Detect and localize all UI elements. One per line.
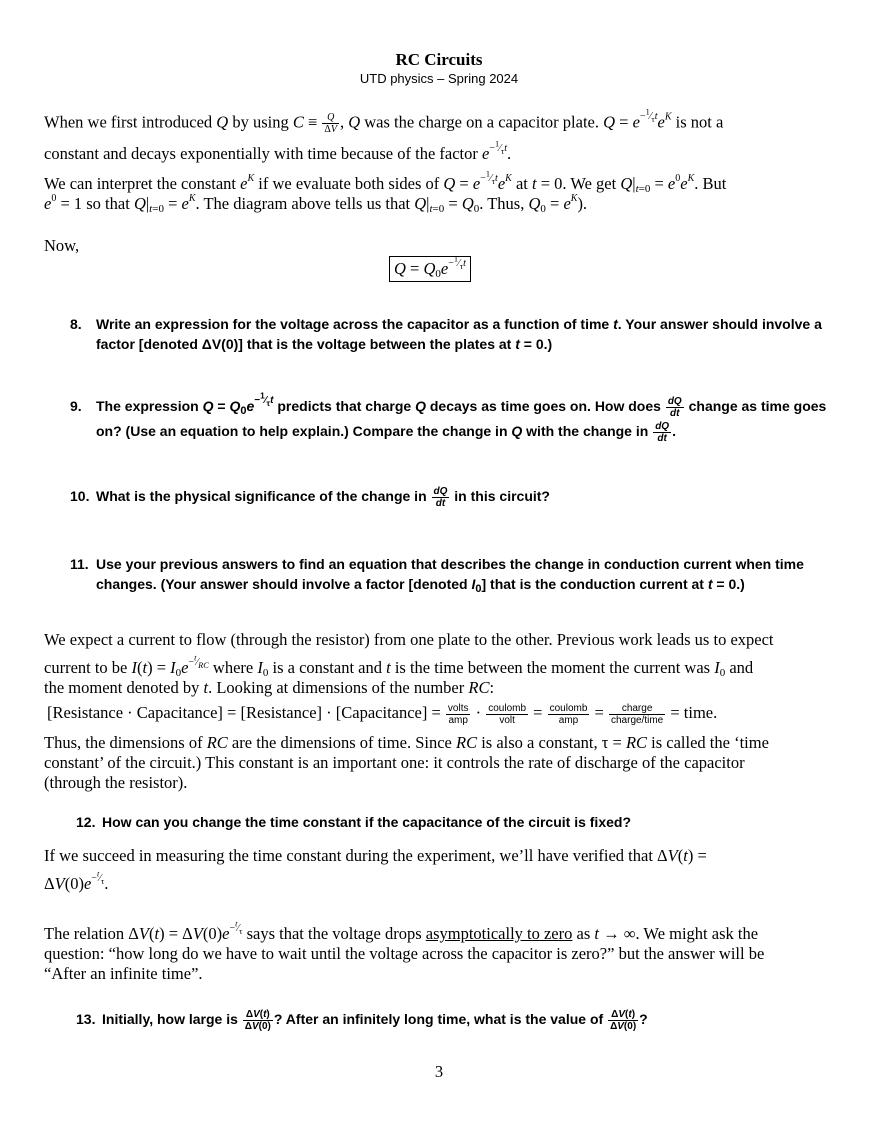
question-11: 11. Use your previous answers to find an equation that describes the change in conduction current when time changes. (Your answer should involve a factor [denoted $I_0$] that is the conduction current at t = 0.): [70, 556, 804, 595]
relation-line-3: “After an infinite time”.: [44, 964, 203, 983]
measure-line-1: If we succeed in measuring the time constant during the experiment, we’ll have verified that ΔV(t) =: [44, 846, 707, 865]
current-line-6: constant’ of the circuit.) This constant is an important one: it controls the rate of discharge of the capacitor: [44, 753, 745, 772]
current-line-5: Thus, the dimensions of RC are the dimensions of time. Since RC is also a constant, τ = RC is called the ‘time: [44, 733, 769, 752]
page-subtitle: UTD physics – Spring 2024: [359, 71, 519, 86]
current-line-3: the moment denoted by t. Looking at dimensions of the number RC:: [44, 678, 495, 697]
relation-line-2: question: “how long do we have to wait until the voltage across the capacitor is zero?” but the answer will be: [44, 944, 765, 963]
dimension-equation: [Resistance · Capacitance] = [Resistance] · [Capacitance] = $\frac{\text{volts}}{\text{amp}}$ · $\frac{\text{coulomb}}{\text{volt}}$ = $\frac{\text{coulomb}}{\text{amp}}$ = $\frac{\text{charge}}{\text{charge/time}}$ = time.: [47, 702, 718, 726]
relation-line-1: The relation $\Delta V(t) = \Delta V(0)e^{-^t⁄_\tau}$ says that the voltage drops asymptotically to zero as t → ∞. We might ask the: [44, 919, 759, 943]
intro-line-4: $e^0 = 1$ so that $Q|_{t=0} = e^K$. The diagram above tells us that $Q|_{t=0} = Q_0$. Thus, $Q_0 = e^K$).: [44, 193, 588, 215]
now-label: Now,: [44, 236, 80, 255]
boxed-equation: $Q = Q_0e^{-^1⁄_\tau t}$: [389, 256, 471, 282]
intro-line-3: We can interpret the constant $e^K$ if we evaluate both sides of $Q = e^{-^1⁄_\tau t}e^K$ at t = 0. We get $Q|_{t=0} = e^0e^K$. But: [44, 169, 727, 195]
question-8: 8. Write an expression for the voltage across the capacitor as a function of time t. Your answer should involve a factor [denoted ΔV(0)] that is the voltage between the plates at t = 0.): [70, 316, 822, 352]
question-12: 12. How can you change the time constant if the capacitance of the circuit is fixed?: [76, 814, 631, 830]
current-line-7: (through the resistor).: [44, 773, 188, 792]
intro-line-1: When we first introduced Q by using C ≡ $\frac{Q}{\Delta V}$ , Q was the charge on a capacitor plate. $Q = e^{-^1⁄_\tau t}e^K$ is not a: [44, 107, 724, 135]
question-13: 13. Initially, how large is $\frac{\Delta V(t)}{\Delta V(0)}$ ? After an infinitely long time, what is the value of $\frac{\Delta V(t)}{\Delta V(0)}$ ?: [76, 1008, 648, 1032]
measure-line-2: $\Delta V(0)e^{-^t⁄_\tau}$.: [44, 869, 109, 893]
page-number: 3: [434, 1062, 444, 1081]
current-line-1: We expect a current to flow (through the resistor) from one plate to the other. Previous work leads us to expect: [44, 630, 774, 649]
question-9: 9. The expression $Q = Q_0e^{-^1⁄_\tau t}$ predicts that charge Q decays as time goes on. How does $\frac{dQ}{dt}$ change as time goes on? (Use an equation to help explain.) Compare the change in Q with the change in $\frac{dQ}{dt}$ .: [70, 390, 827, 444]
intro-line-2: constant and decays exponentially with time because of the factor $e^{-^1⁄_\tau t}$.: [44, 139, 512, 163]
current-line-2: current to be $I(t) = I_0e^{-^t⁄_{RC}}$ where $I_0$ is a constant and t is the time between the moment the current was $I_0$ and: [44, 653, 754, 679]
question-10: 10. What is the physical significance of the change in $\frac{dQ}{dt}$ in this circuit?: [70, 485, 550, 509]
page-title: RC Circuits: [395, 50, 483, 69]
